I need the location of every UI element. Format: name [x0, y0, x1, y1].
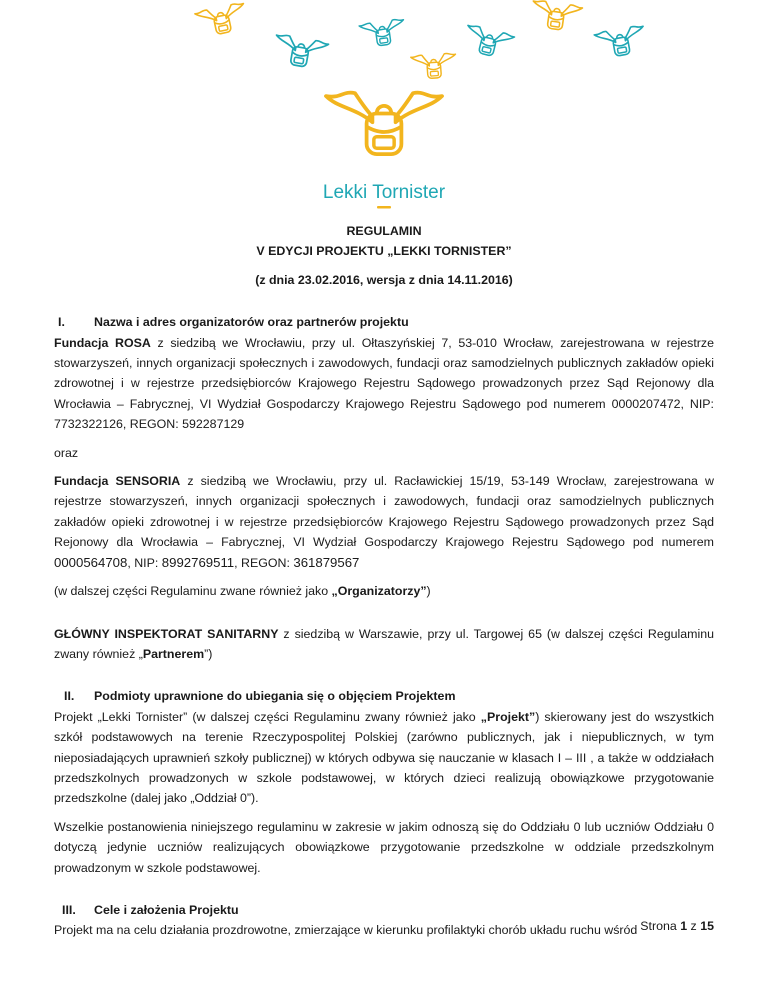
org-name: Fundacja SENSORIA [54, 474, 181, 489]
backpack-icon [462, 24, 515, 60]
section-1-heading [54, 312, 714, 332]
paragraph-rosa: Fundacja ROSA z siedzibą we Wrocławiu, przy ul. Ołtaszyńskiej 7, 53-010 Wrocław, zarejestrowana w rejestrze stowarzyszeń, innych organizacji społecznych i zawodowych, fundacji oraz samodzielnych publicznych zakładów opieki zdrowotnej i w rejestrze przedsiębiorców Krajowego Rejestru Sądowego prowadzonych przez Sąd Rejonowy dla Wrocławia – Fabrycznej, VI Wydział Gospodarczy Krajowego Rejestru Sądowego pod numerem 0000207472, NIP: 7732322126, REGON: 592287129 [54, 335, 714, 432]
backpack-icon [411, 53, 457, 80]
backpack-icon [326, 93, 442, 155]
logo-text: Lekki Tornister [322, 182, 446, 203]
section-2-heading [54, 686, 714, 706]
document-body [54, 215, 714, 941]
paragraph-partner: GŁÓWNY INSPEKTORAT SANITARNY z siedzibą w Warszawie, przy ul. Targowej 65 (w dalszej części Regulaminu zwany również „Partnerem”) [54, 626, 714, 661]
paragraph-sensoria: Fundacja SENSORIA z siedzibą we Wrocławiu, przy ul. Racławickiej 15/19, 53-149 Wrocław, zarejestrowana w rejestrze stowarzyszeń, innych organizacji społecznych i zawodowych, fundacji oraz samodzielnych publicznych zakładów opieki zdrowotnej i w rejestrze przedsiębiorców Krajowego Rejestru Sądowego prowadzonych przez Sąd Rejonowy dla Wrocławia – Fabrycznej, VI Wydział Gospodarczy Krajowego Rejestru Sądowego pod numerem 0000564708, NIP: 8992769511, REGON: 361879567 [54, 474, 714, 570]
logo-underline [377, 206, 391, 209]
doc-title-edition: V EDYCJI PROJEKTU „LEKKI TORNISTER” [256, 244, 512, 259]
paragraph-oraz: oraz [54, 445, 79, 460]
paragraph-cele: Projekt ma na celu działania prozdrowotne, zmierzające w kierunku profilaktyki chorób układu ruchu wśród [54, 923, 638, 938]
paragraph-organizatorzy: (w dalszej części Regulaminu zwane również jako „Organizatorzy”) [54, 584, 431, 599]
org-name: Fundacja ROSA [54, 335, 151, 350]
doc-subtitle: (z dnia 23.02.2016, wersja z dnia 14.11.2016) [255, 272, 513, 287]
section-title: Podmioty uprawnione do ubiegania się o objęciem Projektem [94, 689, 456, 704]
section-title: Nazwa i adres organizatorów oraz partnerów projektu [94, 315, 409, 330]
section-title: Cele i założenia Projektu [94, 902, 239, 917]
doc-title: REGULAMIN [346, 224, 422, 238]
section-number: III. [62, 902, 76, 917]
backpack-icon [272, 34, 329, 71]
backpack-icon [195, 2, 249, 38]
org-name: GŁÓWNY INSPEKTORAT SANITARNY [54, 626, 279, 641]
header-illustration [0, 0, 768, 215]
backpack-icon [359, 18, 407, 48]
section-number: II. [64, 689, 75, 704]
backpack-icon [594, 25, 647, 60]
section-number: I. [58, 315, 65, 330]
page-number: Strona 1 z 15 [640, 919, 714, 933]
paragraph-projekt: Projekt „Lekki Tornister” (w dalszej części Regulaminu zwany również jako „Projekt”) skierowany jest do wszystkich szkół podstawowych na terenie Rzeczypospolitej Polskiej (zarówno publicznych, jak i niepublicznych, w tym nieposiadających uprawnień szkoły publicznej) w których odbywa się nauczanie w klasach I – III , a także w oddziałach przedszkolnych prowadzonych w szkole podstawowej, w których dzieci realizują obowiązkowe przygotowanie przedszkolne (dalej jako „Oddział 0”). [54, 709, 714, 806]
paragraph-oddzial: Wszelkie postanowienia niniejszego regulaminu w zakresie w jakim odnoszą się do Oddziału 0 lub uczniów Oddziału 0 dotyczą jedynie uczniów realizujących obowiązkowe przygotowanie przedszkolne w oddziale przedszkolnym prowadzonym w szkole podstawowej. [54, 819, 714, 875]
section-3-heading [54, 900, 714, 920]
backpack-icon [530, 0, 583, 33]
